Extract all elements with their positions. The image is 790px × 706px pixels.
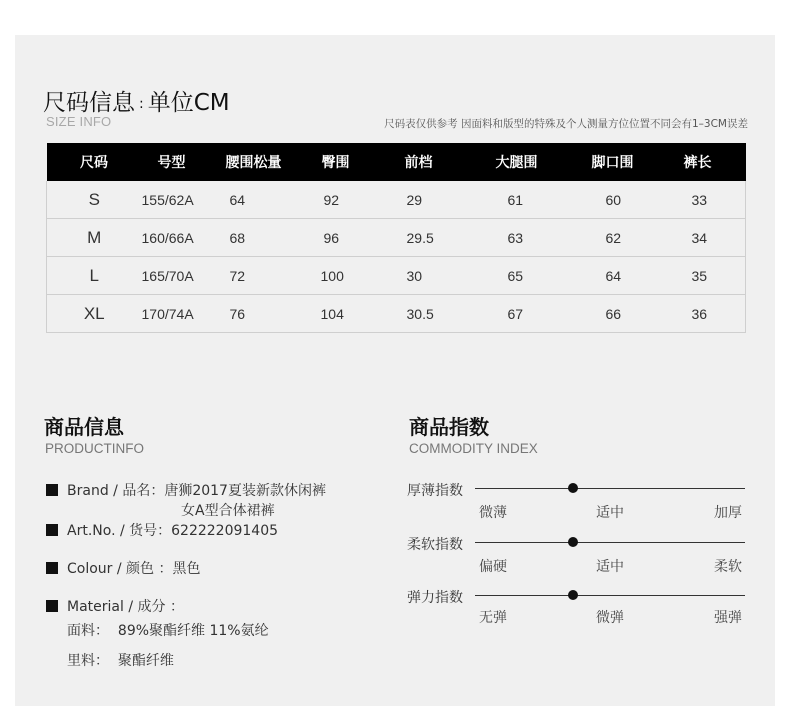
- index-marker-dot: [568, 590, 578, 600]
- size-section-subtitle: SIZE INFO: [46, 114, 112, 129]
- cell-hip-value: 104: [320, 305, 344, 322]
- index-scale-line: [475, 542, 745, 543]
- header-front-rise: [403, 143, 494, 181]
- art-label: Art.No. / 货号：: [67, 523, 172, 539]
- material-row: [46, 596, 184, 616]
- cell-hem: [592, 257, 684, 295]
- cell-waist: [226, 181, 318, 219]
- cell-model: 155/62A: [142, 181, 226, 219]
- cell-front-rise-value: 30.5: [406, 305, 434, 322]
- cell-hem-value: 62: [605, 229, 622, 246]
- cell-waist: [226, 257, 318, 295]
- cell-hip-value: 96: [323, 229, 340, 246]
- size-note: 尺码表仅供参考 因面料和版型的特殊及个人测量方位位置不同会有1–3CM误差: [384, 118, 748, 130]
- cell-waist-value: 76: [229, 305, 246, 322]
- size-unit: 单位CM: [147, 90, 230, 116]
- table-row: [47, 219, 746, 257]
- index-tick-low: 微薄: [479, 505, 507, 521]
- cell-length-value: 34: [691, 229, 708, 246]
- cell-front-rise-value: 30: [406, 267, 423, 284]
- size-title-text: 尺码信息: [43, 90, 135, 116]
- header-model: [142, 143, 226, 181]
- cell-length: [684, 181, 746, 219]
- cell-hem-value: 60: [605, 191, 622, 208]
- index-label-softness: 柔软指数: [407, 537, 463, 553]
- index-tick-high: 加厚: [714, 505, 742, 521]
- fabric-row: [67, 620, 269, 640]
- cell-thigh-value: 65: [507, 267, 524, 284]
- cell-thigh: [494, 257, 592, 295]
- size-table-header-row: [47, 143, 746, 181]
- colour-label: Colour / 颜色 ：: [67, 561, 173, 577]
- cell-length: [684, 295, 746, 333]
- cell-waist-value: 68: [229, 229, 246, 246]
- header-hem-label: 脚口围: [591, 155, 634, 171]
- cell-waist: [226, 219, 318, 257]
- index-label-elasticity: 弹力指数: [407, 590, 463, 606]
- cell-hem-value: 64: [605, 267, 622, 284]
- index-tick-mid: 适中: [596, 505, 624, 521]
- cell-front-rise: [403, 257, 494, 295]
- header-thigh-label: 大腿围: [495, 155, 538, 171]
- index-tick-low: 无弹: [479, 610, 507, 626]
- brand-label: Brand / 品名：: [67, 483, 165, 499]
- cell-waist-value: 64: [229, 191, 246, 208]
- header-waist: 腰围松量: [226, 143, 318, 181]
- art-value: 622222091405: [171, 523, 279, 539]
- cell-size: XL: [47, 295, 142, 333]
- colour-value: 黑色: [172, 561, 201, 577]
- index-tick-mid: 微弹: [596, 610, 624, 626]
- cell-thigh: [494, 295, 592, 333]
- size-section-title: [43, 84, 230, 117]
- art-row: [46, 520, 278, 540]
- table-row: [47, 181, 746, 219]
- material-label: Material / 成分 ：: [67, 599, 184, 615]
- fabric-label: 面料：: [67, 623, 109, 639]
- index-scale-line: [475, 488, 745, 489]
- header-hip-label: 臀围: [321, 155, 350, 171]
- header-hip: [318, 143, 403, 181]
- table-row: [47, 257, 746, 295]
- cell-thigh-value: 67: [507, 305, 524, 322]
- cell-length: [684, 257, 746, 295]
- index-tick-low: 偏硬: [479, 559, 507, 575]
- header-front-rise-label: 前档: [404, 155, 433, 171]
- lining-value: 聚酯纤维: [117, 653, 174, 669]
- lining-row: [67, 650, 174, 670]
- size-title-separator: :: [139, 95, 144, 112]
- cell-front-rise-value: 29: [406, 191, 423, 208]
- cell-size: S: [47, 181, 142, 219]
- cell-front-rise: [403, 219, 494, 257]
- cell-length-value: 33: [691, 191, 708, 208]
- cell-thigh: [494, 181, 592, 219]
- cell-hem-value: 66: [605, 305, 622, 322]
- index-tick-mid: 适中: [596, 559, 624, 575]
- cell-hem: [592, 181, 684, 219]
- brand-value-line2: 女A型合体裙裤: [181, 503, 275, 519]
- header-hem: [592, 143, 684, 181]
- cell-model: 170/74A: [142, 295, 226, 333]
- cell-waist: [226, 295, 318, 333]
- cell-hip-value: 100: [320, 267, 344, 284]
- cell-length-value: 36: [691, 305, 708, 322]
- index-marker-dot: [568, 537, 578, 547]
- index-tick-high: 强弹: [714, 610, 742, 626]
- product-info-subtitle: PRODUCTINFO: [45, 441, 144, 456]
- cell-hem: [592, 295, 684, 333]
- cell-length: [684, 219, 746, 257]
- cell-hem: [592, 219, 684, 257]
- cell-hip: [318, 219, 403, 257]
- cell-length-value: 35: [691, 267, 708, 284]
- brand-value: 唐狮2017夏装新款休闲裤: [164, 483, 326, 499]
- bullet-icon: [46, 600, 58, 612]
- cell-thigh: [494, 219, 592, 257]
- cell-thigh-value: 63: [507, 229, 524, 246]
- index-marker-dot: [568, 483, 578, 493]
- commodity-index-subtitle: COMMODITY INDEX: [409, 441, 538, 456]
- cell-hip-value: 92: [323, 191, 340, 208]
- cell-size: L: [47, 257, 142, 295]
- index-scale-line: [475, 595, 745, 596]
- lining-label: 里料：: [67, 653, 109, 669]
- fabric-value: 89%聚酯纤维 11%氨纶: [117, 623, 269, 639]
- cell-model: 165/70A: [142, 257, 226, 295]
- header-length: 裤长: [684, 143, 746, 181]
- cell-hip: [318, 181, 403, 219]
- cell-waist-value: 72: [229, 267, 246, 284]
- cell-model: 160/66A: [142, 219, 226, 257]
- colour-row: [46, 558, 201, 578]
- cell-size: M: [47, 219, 142, 257]
- bullet-icon: [46, 562, 58, 574]
- cell-front-rise: [403, 295, 494, 333]
- bullet-icon: [46, 524, 58, 536]
- size-table: [46, 143, 746, 333]
- cell-hip: [318, 295, 403, 333]
- product-info-title: 商品信息: [44, 415, 124, 439]
- commodity-index-title: 商品指数: [409, 415, 489, 439]
- table-row: [47, 295, 746, 333]
- header-size: 尺码: [47, 143, 142, 181]
- cell-front-rise: [403, 181, 494, 219]
- cell-front-rise-value: 29.5: [406, 229, 434, 246]
- header-thigh: [494, 143, 592, 181]
- cell-thigh-value: 61: [507, 191, 524, 208]
- header-model-label: 号型: [157, 155, 186, 171]
- bullet-icon: [46, 484, 58, 496]
- index-label-thickness: 厚薄指数: [407, 483, 463, 499]
- cell-hip: [318, 257, 403, 295]
- brand-row: [46, 480, 326, 500]
- index-tick-high: 柔软: [714, 559, 742, 575]
